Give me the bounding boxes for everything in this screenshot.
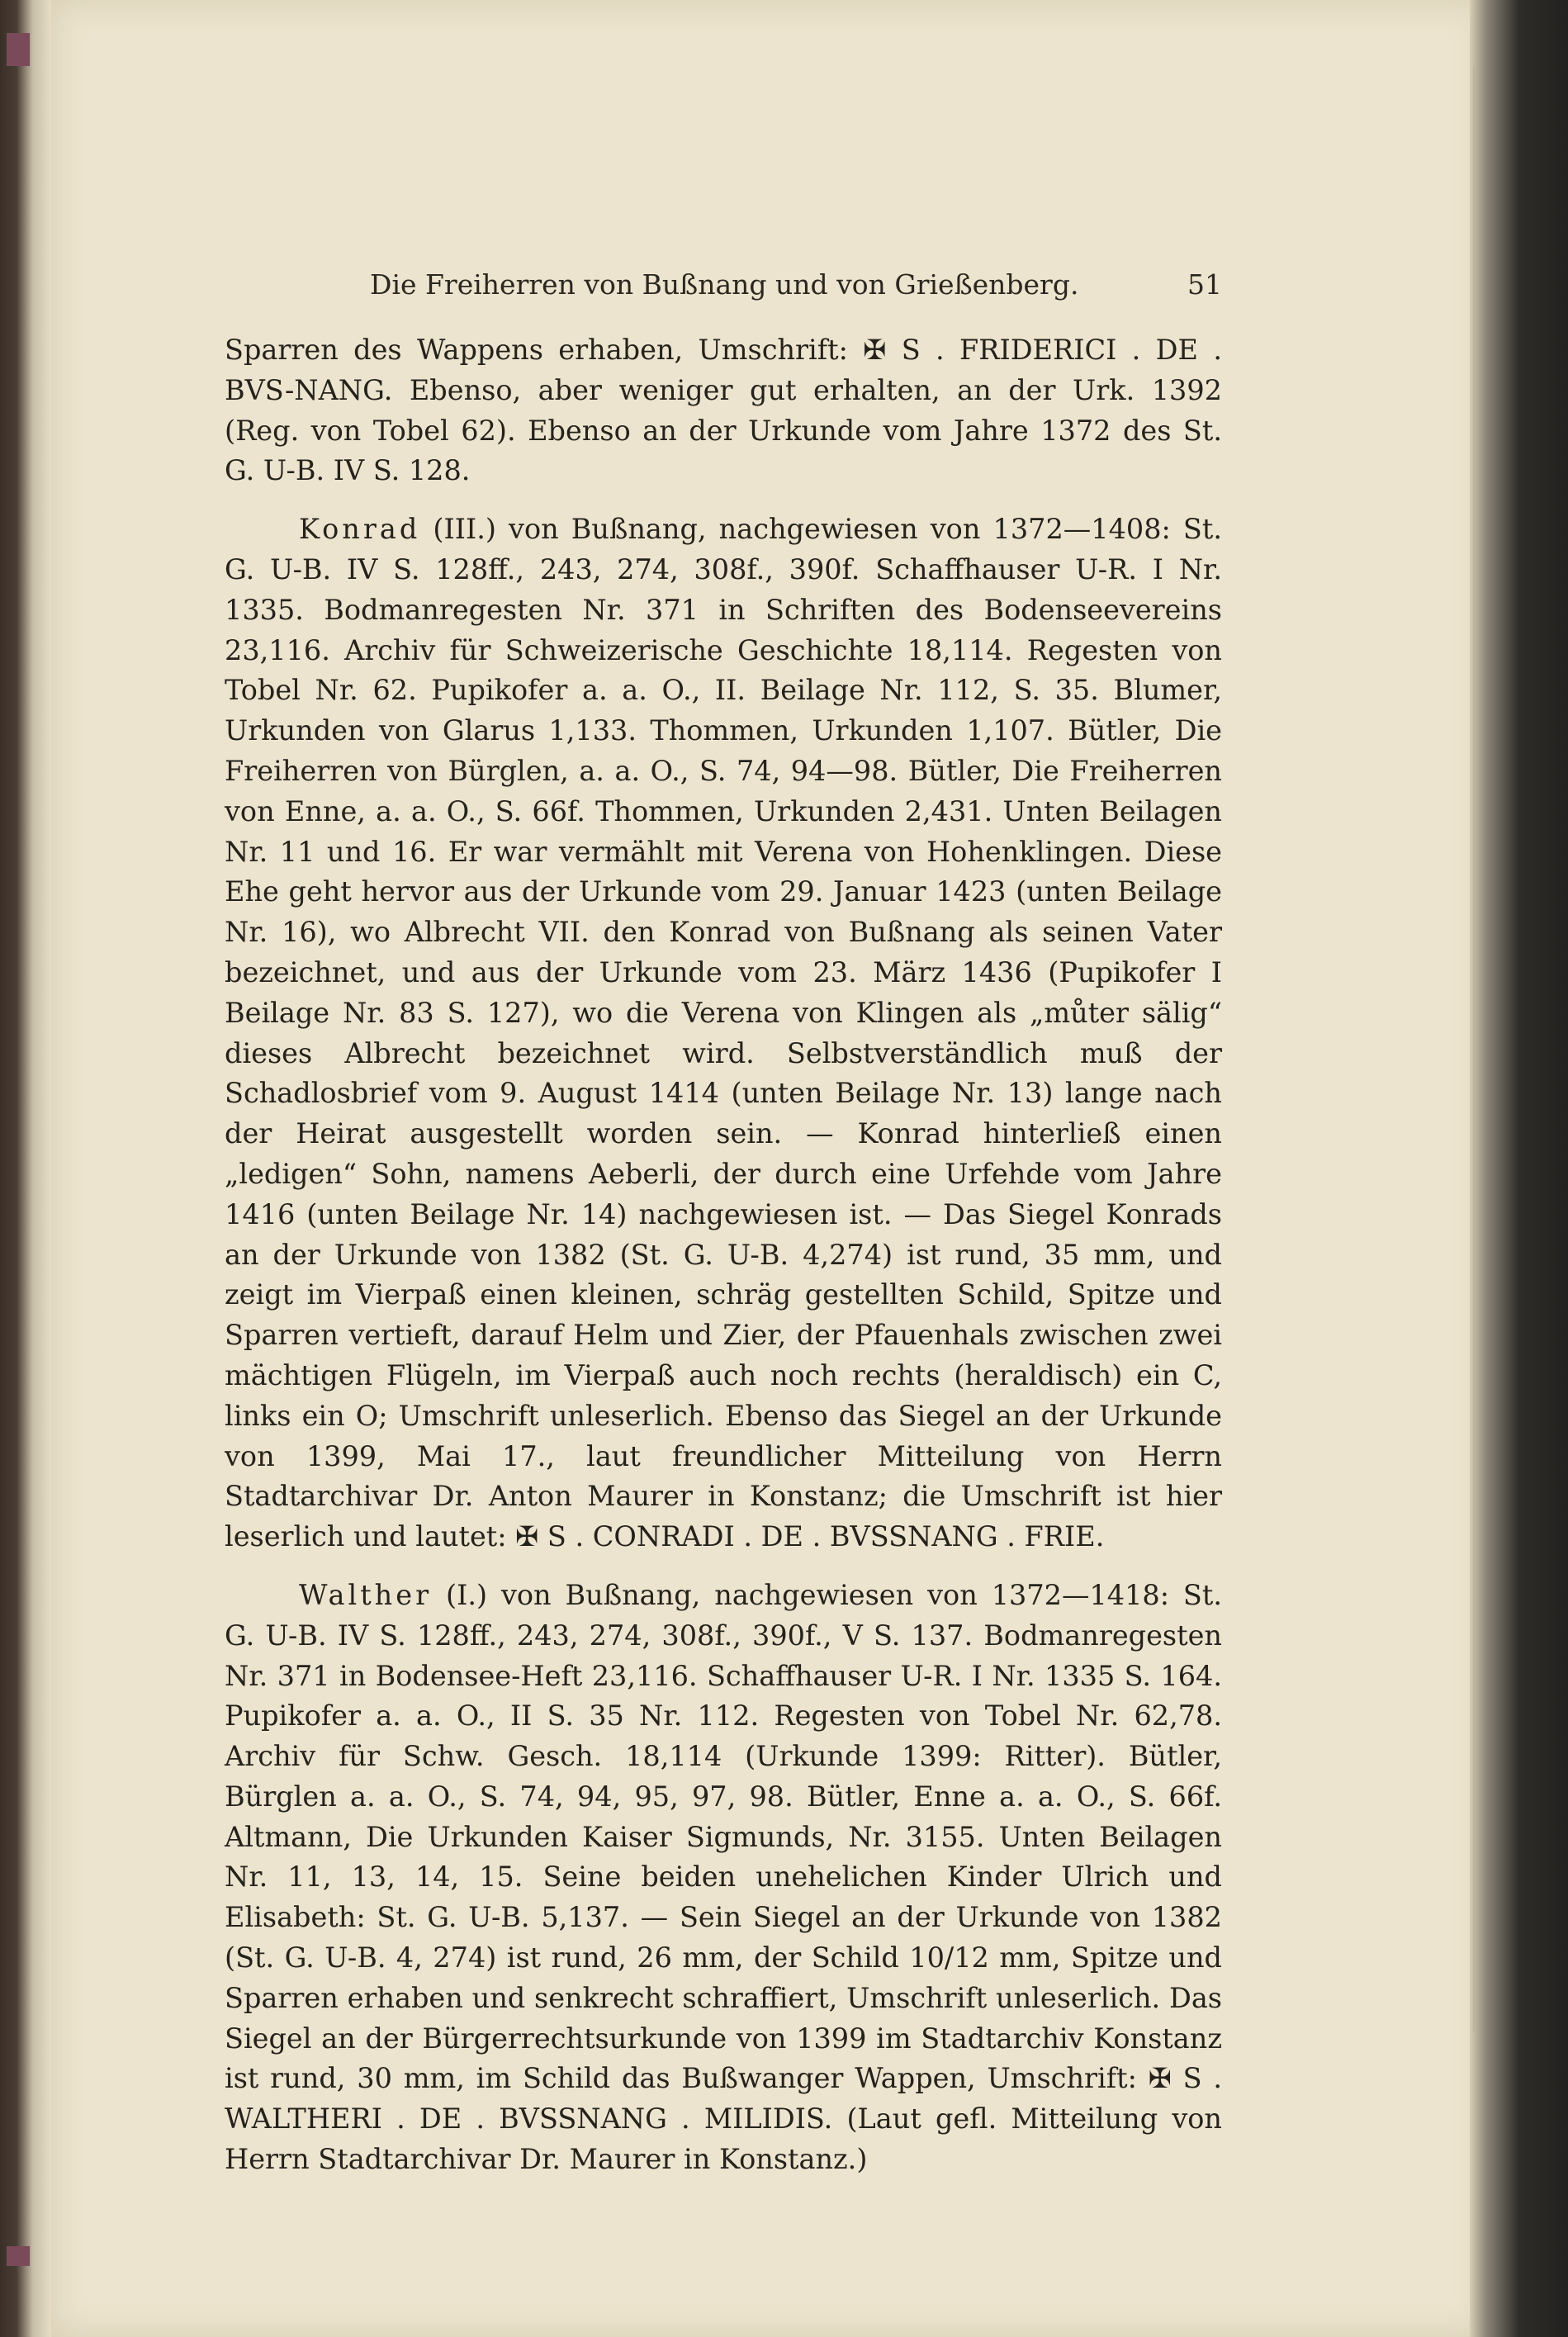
book-spine-edge [0,0,51,2337]
paragraph-text: (III.) von Bußnang, nachgewiesen von 1372—1408: St. G. U-B. IV S. 128ff., 243, 274, 308f., 390f. Schaffhauser U-R. I Nr. 1335. Bodmanregesten Nr. 371 in Schriften des Bodenseevereins 23,116. Archiv für Schweizerische Geschichte 18,114. Regesten von Tobel Nr. 62. Pupikofer a. a. O., II. Beilage Nr. 112, S. 35. Blumer, Urkunden von Glarus 1,133. Thommen, Urkunden 1,107. Bütler, Die Freiherren von Bürglen, a. a. O., S. 74, 94—98. Bütler, Die Freiherren von Enne, a. a. O., S. 66f. Thommen, Urkunden 2,431. Unten Beilagen Nr. 11 und 16. Er war vermählt mit Verena von Hohenklingen. Diese Ehe geht hervor aus der Urkunde vom 29. Januar 1423 (unten Beilage Nr. 16), wo Albrecht VII. den Konrad von Bußnang als seinen Vater bezeichnet, und aus der Urkunde vom 23. März 1436 (Pupikofer I Beilage Nr. 83 S. 127), wo die Verena von Klingen als „můter sälig“ dieses Albrecht bezeichnet wird. Selbstverständlich muß der Schadlosbrief vom 9. August 1414 (unten Beilage Nr. 13) lange nach der Heirat ausgestellt worden sein. — Konrad hinterließ einen „ledigen“ Sohn, namens Aeberli, der durch eine Urfehde vom Jahre 1416 (unten Beilage Nr. 14) nachgewiesen ist. — Das Siegel Konrads an der Urkunde von 1382 (St. G. U-B. 4,274) ist rund, 35 mm, und zeigt im Vierpaß einen kleinen, schräg gestellten Schild, Spitze und Sparren vertieft, darauf Helm und Zier, der Pfauenhals zwischen zwei mächtigen Flügeln, im Vierpaß auch noch rechts (heraldisch) ein C, links ein O; Umschrift unleserlich. Ebenso das Siegel an der Urkunde von 1399, Mai 17., laut freundlicher Mitteilung von Herrn Stadtarchivar Dr. Anton Maurer in Konstanz; die Umschrift ist hier leserlich und lautet: ✠ S . CONRADI . DE . BVSSNANG . FRIE. [225,513,1222,1553]
paragraph-text: (I.) von Bußnang, nachgewiesen von 1372—1418: St. G. U-B. IV S. 128ff., 243, 274, 308f., 390f., V S. 137. Bodmanregesten Nr. 371 in Bodensee-Heft 23,116. Schaffhauser U-R. I Nr. 1335 S. 164. Pupikofer a. a. O., II S. 35 Nr. 112. Regesten von Tobel Nr. 62,78. Archiv für Schw. Gesch. 18,114 (Urkunde 1399: Ritter). Bütler, Bürglen a. a. O., S. 74, 94, 95, 97, 98. Bütler, Enne a. a. O., S. 66f. Altmann, Die Urkunden Kaiser Sigmunds, Nr. 3155. Unten Beilagen Nr. 11, 13, 14, 15. Seine beiden unehelichen Kinder Ulrich und Elisabeth: St. G. U-B. 5,137. — Sein Siegel an der Urkunde von 1382 (St. G. U-B. 4, 274) ist rund, 26 mm, der Schild 10/12 mm, Spitze und Sparren erhaben und senkrecht schraffiert, Umschrift unleserlich. Das Siegel an der Bürgerrechtsurkunde von 1399 im Stadtarchiv Konstanz ist rund, 30 mm, im Schild das Bußwanger Wappen, Umschrift: ✠ S . WALTHERI . DE . BVSSNANG . MILIDIS. (Laut gefl. Mitteilung von Herrn Stadtarchivar Dr. Maurer in Konstanz.) [225,1578,1222,2176]
page-marker [7,33,30,66]
page-number: 51 [1187,268,1222,301]
person-name: Konrad [299,513,421,546]
body-text [225,330,1222,2198]
page-edge-line [1473,66,1476,2031]
paragraph [225,1576,1222,2180]
paragraph-text: Sparren des Wappens erhaben, Umschrift: ✠ S . FRIDERICI . DE . BVS-NANG. Ebenso, aber weniger gut erhalten, an der Urk. 1392 (Reg. von Tobel 62). Ebenso an der Urkunde vom Jahre 1372 des St. G. U-B. IV S. 128. [225,334,1222,487]
person-name: Walther [299,1578,433,1611]
running-header [221,268,1222,310]
page-shadow [1470,0,1568,2337]
paragraph [225,510,1222,1557]
page-marker [7,2246,30,2266]
running-title: Die Freiherren von Bußnang und von Grießenberg. [370,268,1079,301]
paragraph [225,330,1222,491]
